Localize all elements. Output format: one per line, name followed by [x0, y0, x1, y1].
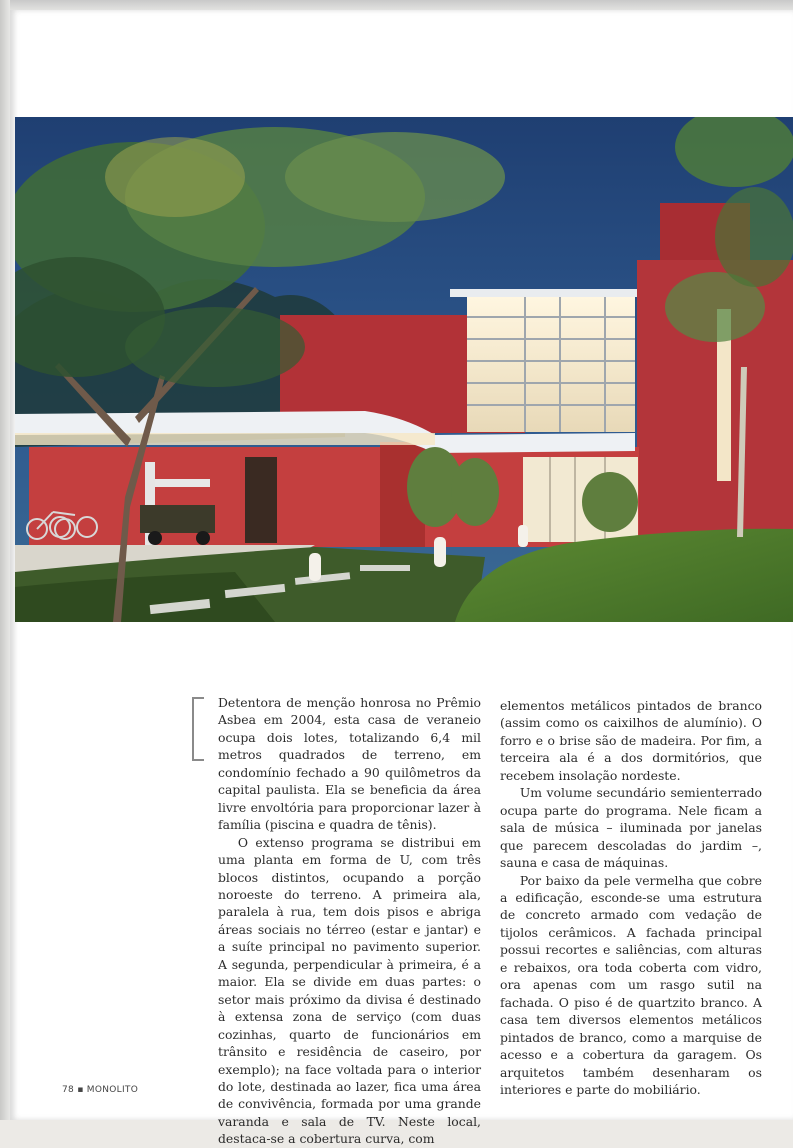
- paragraph: Detentora de menção honrosa no Prêmio Asbea em 2004, esta casa de veraneio ocupa dois lotes, totalizando 6,4 mil metros quadrados de terreno, em condomínio fechado a 90 quilômetros da capital paulista. Ela se beneficia da área livre envoltória para proporcionar lazer à família (piscina e quadra de tênis).: [218, 695, 481, 833]
- page-edge-top: [0, 0, 793, 10]
- house-illustration: [15, 117, 793, 622]
- opening-bracket: [192, 697, 204, 761]
- paragraph: elementos metálicos pintados de branco (assim como os caixilhos de alumínio). O forro e o brise são de madeira. Por fim, a terceira ala é a dos dormitórios, que recebem insolação nordeste.: [500, 698, 762, 783]
- article-column-2: [500, 697, 762, 1098]
- house-photo: [15, 117, 793, 622]
- paragraph: O extenso programa se distribui em uma planta em forma de U, com três blocos distintos, ocupando a porção noroeste do terreno. A primeira ala, paralela à rua, tem dois pisos e abriga áreas sociais no térreo (estar e jantar) e a suíte principal no pavimento superior. A segunda, perpendicular à primeira, é a maior. Ela se divide em duas partes: o setor mais próximo da divisa é destinado à extensa zona de serviço (com duas cozinhas, quarto de funcionários em trânsito e residência de caseiro, por exemplo); na face voltada para o interior do lote, destinada ao lazer, fica uma área de convivência, formada por uma grande varanda e sala de TV. Neste local, destaca-se a cobertura curva, com: [218, 834, 481, 1147]
- paragraph: Um volume secundário semienterrado ocupa parte do programa. Nele ficam a sala de música – iluminada por janelas que parecem descoladas do jardim –, sauna e casa de máquinas.: [500, 785, 762, 871]
- page-edge-left: [0, 0, 10, 1120]
- article-column-1: [218, 694, 481, 1148]
- paragraph: Por baixo da pele vermelha que cobre a edificação, esconde-se uma estrutura de concreto armado com vedação de tijolos cerâmicos. A fachada principal possui recortes e saliências, com alturas e rebaixos, ora toda coberta com vidro, ora apenas com um rasgo sutil na fachada. O piso é de quartzito branco. A casa tem diversos elementos metálicos pintados de branco, como a marquise de acesso e a cobertura da garagem. Os arquitetos também desenharam os interiores e parte do mobiliário.: [500, 872, 762, 1097]
- page-folio: 78 ▪ MONOLITO: [62, 1085, 139, 1095]
